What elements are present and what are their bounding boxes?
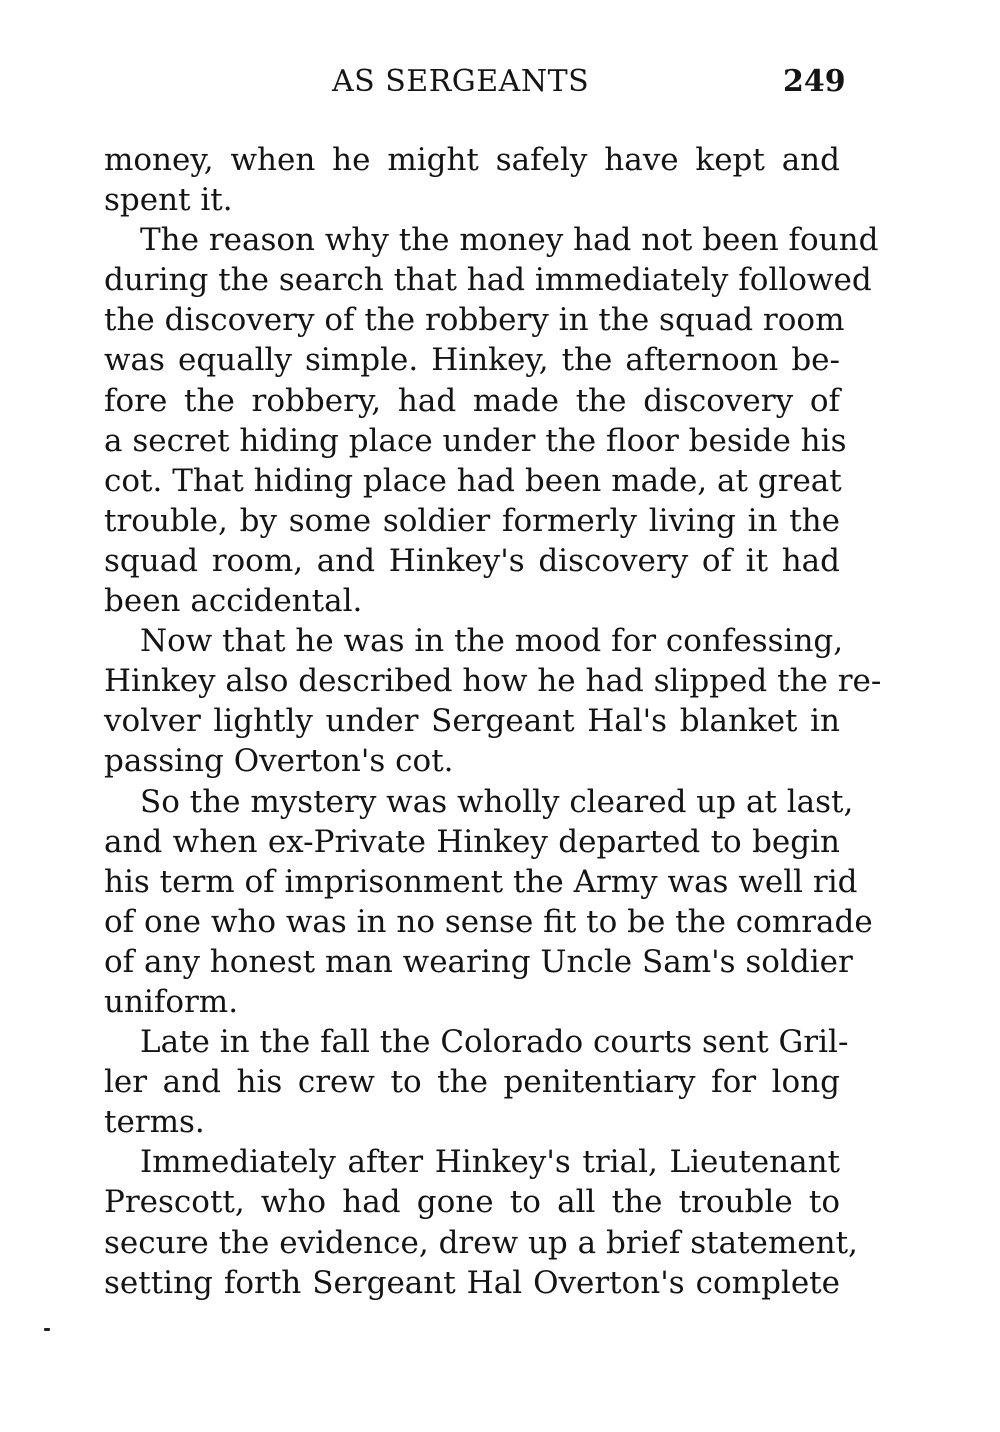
paragraph (104, 140, 840, 220)
paragraph (104, 1022, 849, 1142)
text-line: secure the evidence, drew up a brief statement, (104, 1224, 858, 1261)
text-line: cot. That hiding place had been made, at great (104, 462, 842, 499)
text-line: of one who was in no sense fit to be the comrade (104, 903, 873, 940)
page-number: 249 (783, 64, 846, 99)
text-line: volver lightly under Sergeant Hal's blanket in (104, 703, 840, 740)
text-line: passing Overton's cot. (104, 743, 454, 780)
text-line: uniform. (104, 983, 239, 1020)
text-line: his term of imprisonment the Army was well rid (104, 863, 858, 900)
body-text (104, 140, 882, 1303)
text-line: Prescott, who had gone to all the trouble to (104, 1184, 840, 1221)
paragraph (104, 1142, 858, 1302)
text-line: squad room, and Hinkey's discovery of it had (104, 542, 840, 579)
text-line: So the mystery was wholly cleared up at last, (140, 783, 854, 820)
paragraph (104, 621, 882, 781)
running-title: AS SERGEANTS (332, 64, 590, 99)
text-line: terms. (104, 1104, 205, 1141)
text-line: of any honest man wearing Uncle Sam's soldier (104, 943, 853, 980)
text-line: been accidental. (104, 583, 363, 620)
text-line: a secret hiding place under the floor beside his (104, 422, 847, 459)
text-line: the discovery of the robbery in the squad room (104, 302, 845, 339)
text-line: Immediately after Hinkey's trial, Lieutenant (140, 1144, 840, 1181)
text-line: trouble, by some soldier formerly living in the (104, 502, 840, 539)
text-line: Late in the fall the Colorado courts sent Gril- (140, 1024, 849, 1061)
scan-speck (44, 1328, 50, 1331)
paragraph (104, 220, 879, 621)
text-line: money, when he might safely have kept and (104, 142, 840, 178)
text-line: during the search that had immediately followed (104, 262, 872, 299)
text-line: Now that he was in the mood for confessing, (140, 623, 844, 660)
text-line: fore the robbery, had made the discovery of (104, 382, 840, 419)
text-line: spent it. (104, 182, 233, 219)
text-line: was equally simple. Hinkey, the afternoon be- (104, 342, 840, 379)
text-line: setting forth Sergeant Hal Overton's complete (104, 1264, 840, 1301)
text-line: and when ex-Private Hinkey departed to begin (104, 823, 840, 860)
text-line: Hinkey also described how he had slipped the re- (104, 663, 882, 700)
text-line: The reason why the money had not been found (140, 222, 879, 259)
text-line: ler and his crew to the penitentiary for long (104, 1064, 840, 1101)
paragraph (104, 782, 873, 1023)
